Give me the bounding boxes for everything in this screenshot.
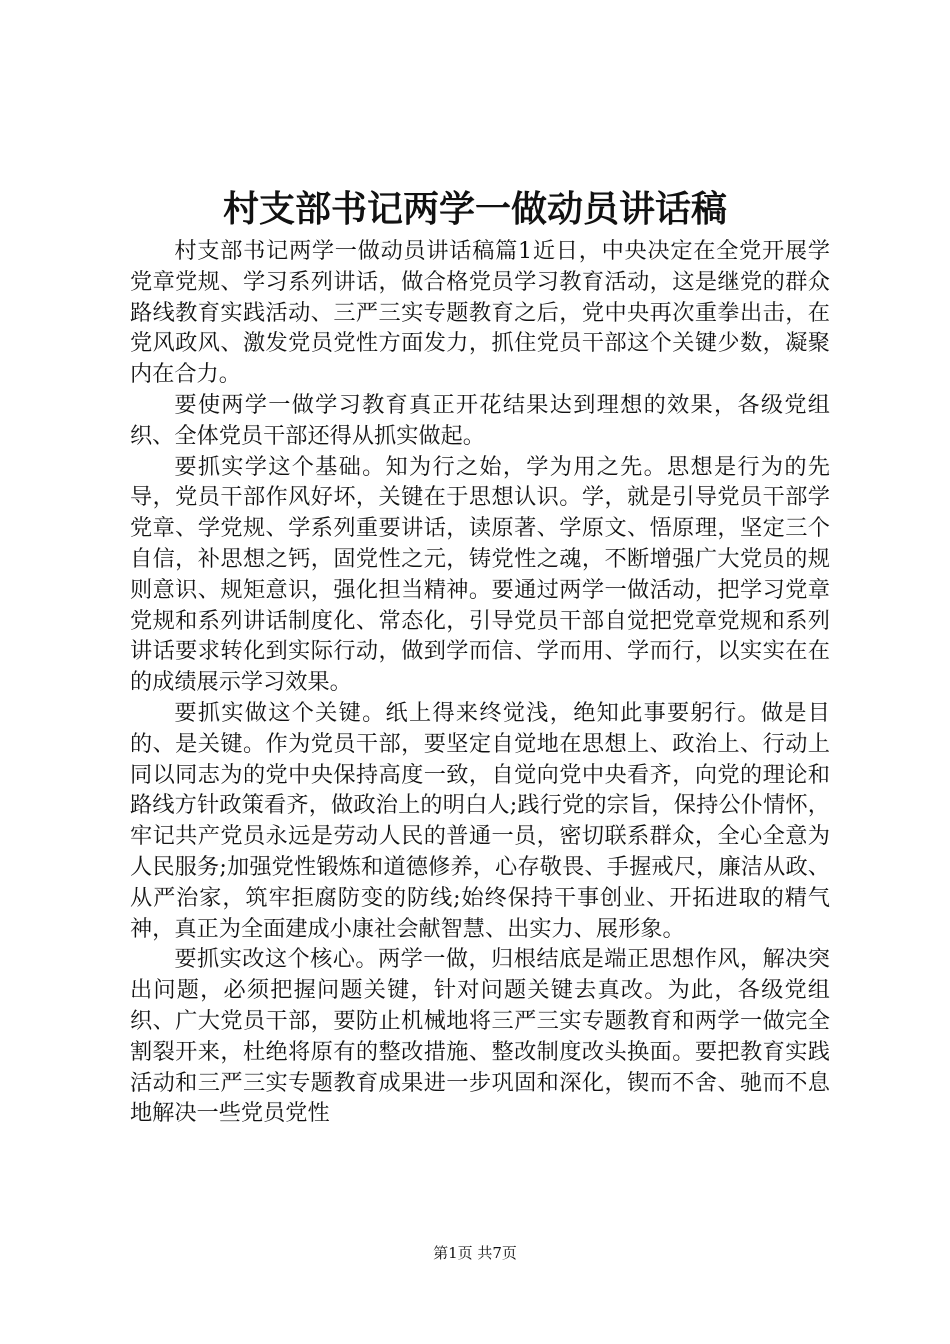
page-footer: 第1页 共7页 (433, 1244, 517, 1262)
paragraph: 要使两学一做学习教育真正开花结果达到理想的效果，各级党组织、全体党员干部还得从抓实做起。 (130, 391, 830, 449)
document-title: 村支部书记两学一做动员讲话稿 (222, 188, 727, 230)
paragraph: 要抓实做这个关键。纸上得来终觉浅，绝知此事要躬行。做是目的、是关键。作为党员干部，要坚定自觉地在思想上、政治上、行动上同以同志为的党中央保持高度一致，自觉向党中央看齐，向党的理论和路线方针政策看齐，做政治上的明白人;践行党的宗旨，保持公仆情怀，牢记共产党员永远是劳动人民的普通一员，密切联系群众，全心全意为人民服务;加强党性锻炼和道德修养，心存敬畏、手握戒尺，廉洁从政、从严治家，筑牢拒腐防变的防线;始终保持干事创业、开拓进取的精气神，真正为全面建成小康社会献智慧、出实力、展形象。 (130, 699, 830, 942)
document-body (130, 236, 830, 1129)
paragraph: 村支部书记两学一做动员讲话稿篇1近日，中央决定在全党开展学党章党规、学习系列讲话，做合格党员学习教育活动，这是继党的群众路线教育实践活动、三严三实专题教育之后，党中央再次重拳出击，在党风政风、激发党员党性方面发力，抓住党员干部这个关键少数，凝聚内在合力。 (130, 238, 830, 388)
paragraph: 要抓实学这个基础。知为行之始，学为用之先。思想是行为的先导，党员干部作风好坏，关键在于思想认识。学，就是引导党员干部学党章、学党规、学系列重要讲话，读原著、学原文、悟原理，坚定三个自信，补思想之钙，固党性之元，铸党性之魂，不断增强广大党员的规则意识、规矩意识，强化担当精神。要通过两学一做活动，把学习党章党规和系列讲话制度化、常态化，引导党员干部自觉把党章党规和系列讲话要求转化到实际行动，做到学而信、学而用、学而行，以实实在在的成绩展示学习效果。 (130, 453, 830, 696)
paragraph: 要抓实改这个核心。两学一做，归根结底是端正思想作风，解决突出问题，必须把握问题关键，针对问题关键去真改。为此，各级党组织、广大党员干部，要防止机械地将三严三实专题教育和两学一做完全割裂开来，杜绝将原有的整改措施、整改制度改头换面。要把教育实践活动和三严三实专题教育成果进一步巩固和深化，锲而不舍、驰而不息地解决一些党员党性 (130, 946, 830, 1127)
